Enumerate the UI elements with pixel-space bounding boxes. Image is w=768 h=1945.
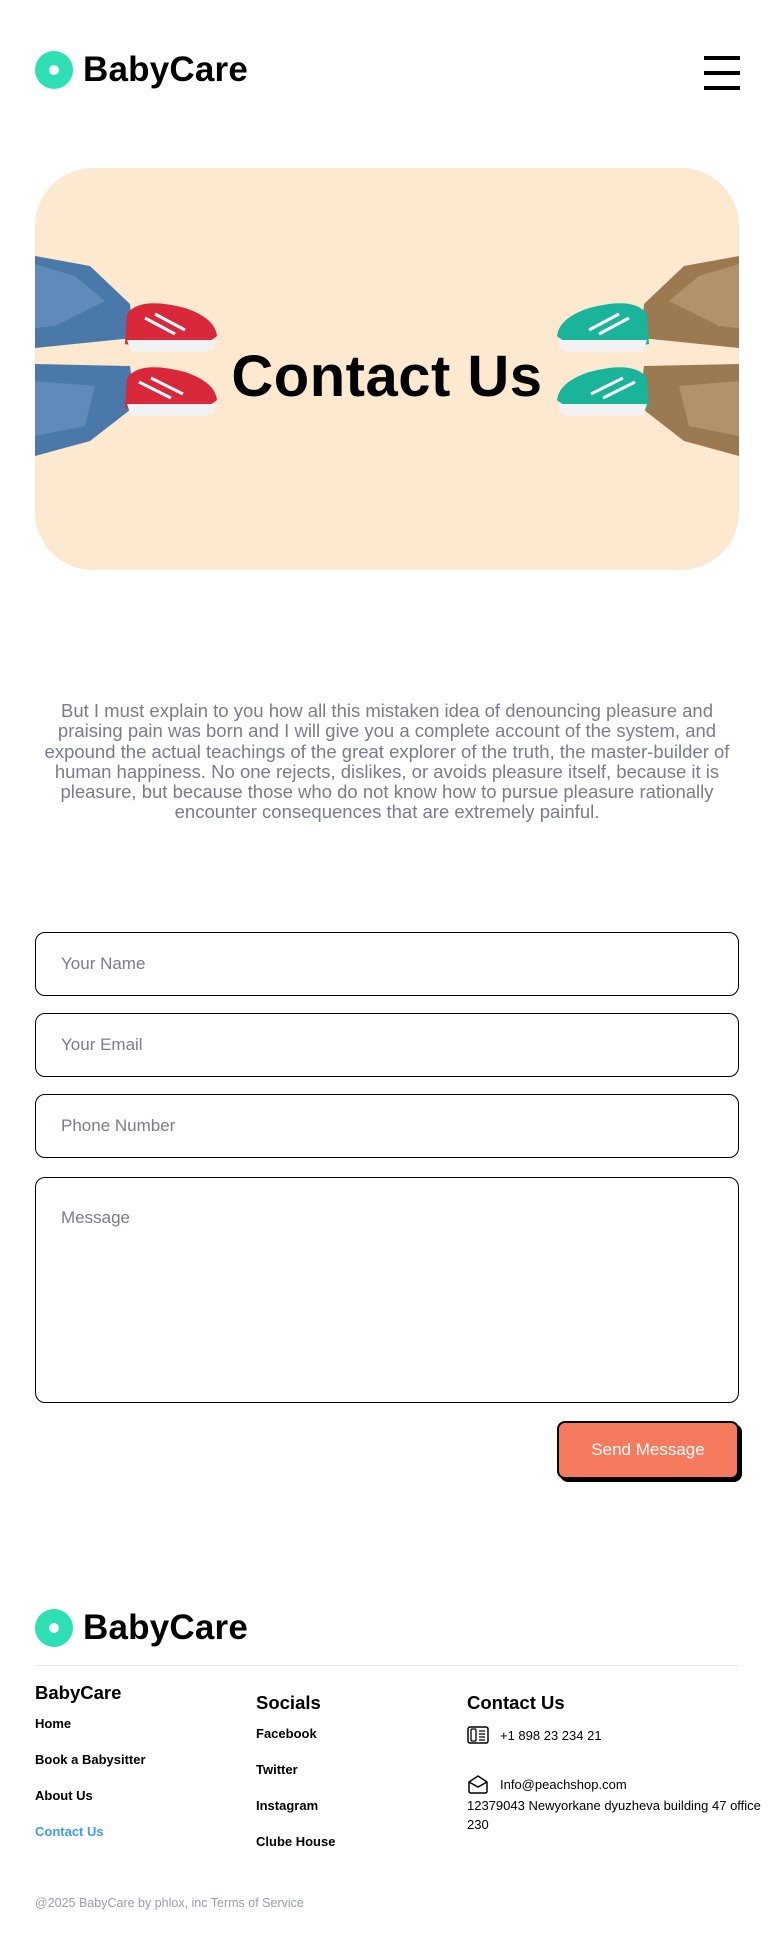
footer-logo-text: BabyCare <box>83 1608 249 1647</box>
mail-icon <box>467 1774 489 1794</box>
footer-email[interactable] <box>467 1774 768 1794</box>
footer-link-instagram[interactable]: Instagram <box>256 1798 319 1813</box>
site-header <box>35 50 740 94</box>
footer-link-facebook[interactable]: Facebook <box>256 1726 317 1741</box>
send-message-button[interactable]: Send Message <box>557 1421 739 1479</box>
footer-link-home[interactable]: Home <box>35 1716 72 1731</box>
footer-logo[interactable] <box>35 1608 248 1648</box>
footer-address: 12379043 Newyorkane dyuzheva building 47 office 230 <box>467 1798 761 1832</box>
header-logo[interactable] <box>35 50 248 90</box>
intro-text: But I must explain to you how all this mistaken idea of denouncing pleasure and praising pain was born and I will give you a complete account of the system, and expound the actual teachings of the great explorer of the truth, the master-builder of human happiness. No one rejects, dislikes, or avoids pleasure itself, because it is pleasure, but because those who do not know how to pursue pleasure rationally encounter consequences that are extremely painful. <box>44 700 730 823</box>
phone-icon <box>467 1726 489 1744</box>
name-input[interactable] <box>35 932 739 996</box>
phone-input[interactable] <box>35 1094 739 1158</box>
page-title: Contact Us <box>231 344 543 409</box>
footer-nav <box>35 1682 146 1860</box>
message-textarea[interactable] <box>35 1177 739 1403</box>
footer-link-about-us[interactable]: About Us <box>35 1788 93 1803</box>
footer-nav-heading: BabyCare <box>35 1682 122 1703</box>
footer-link-book-babysitter[interactable]: Book a Babysitter <box>35 1752 146 1767</box>
footer-link-twitter[interactable]: Twitter <box>256 1762 298 1777</box>
footer-socials-heading: Socials <box>256 1692 321 1713</box>
hero-banner <box>35 168 739 570</box>
footer-phone[interactable] <box>467 1726 768 1744</box>
email-input[interactable] <box>35 1013 739 1077</box>
footer-email-text: Info@peachshop.com <box>500 1776 627 1792</box>
footer-phone-text: +1 898 23 234 21 <box>500 1727 602 1743</box>
logo-text: BabyCare <box>83 50 249 89</box>
footer-contact <box>467 1692 768 1834</box>
footer-contact-heading: Contact Us <box>467 1692 565 1713</box>
logo-icon <box>35 51 73 89</box>
footer-link-clubhouse[interactable]: Clube House <box>256 1834 336 1849</box>
footer-socials <box>256 1692 335 1870</box>
footer-link-contact-us[interactable]: Contact Us <box>35 1824 104 1839</box>
menu-icon[interactable] <box>704 56 740 90</box>
footer-divider <box>35 1665 739 1666</box>
copyright-text: @2025 BabyCare by phlox, inc Terms of Service <box>35 1896 304 1910</box>
logo-icon <box>35 1609 73 1647</box>
